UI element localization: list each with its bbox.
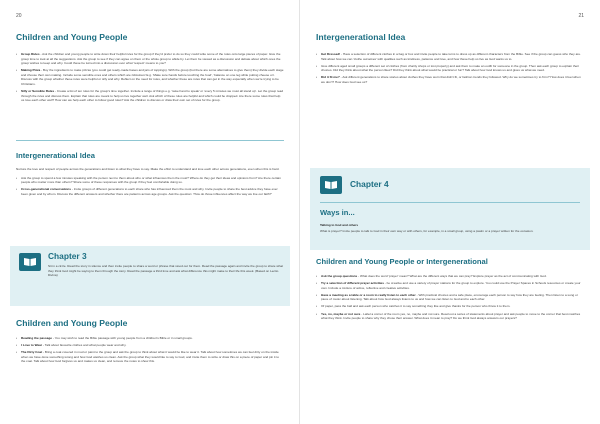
- list-item: • Making Pizza - Buy the ingredients to make pizzas (you could get ready-made bases and jars of toppings). With the group (but there are some alternatives to give them) they divide each stage and choose their own making. Include some sensible ones and others which are ridiculous! E.g. 'Make sure hands before touching the food', 'balance on one leg while putting cheese on'. Discuss with the group whether these rules were helpful or silly and why. Reflect on the need for rules, and whether these are rules that can get in the way especially when we're trying to be Christians.: [16, 68, 284, 86]
- left-bullets-3: [16, 336, 284, 364]
- list-item: • Of paper, pass the ball and ask each person who catches it to say something they like and give thanks for the person who threw it to them.: [316, 304, 584, 309]
- list-item: • Ask the group to spend a few minutes speaking with the person next to them about who or what influences them the most? Where do they get their ideas and opinions from? Are there certain people who matter more than others? Share some of these responses with the group if they feel comfortable doing so.: [16, 176, 284, 185]
- list-item: • Yes, no, maybe or not sure - Label a corner of the room yes, no, maybe and not sure. Read out a series of statements about prayer and ask people to move to the corner that best matches what they think. Invite people to share why they chose their answer. What does it mean to pray? Do we think God always answers our prayers?: [316, 312, 584, 321]
- left-heading-children: Children and Young People: [16, 32, 128, 42]
- list-item: • Reading the passage - You may wish to read the Bible passage with young people from a children's Bible or in small groups.: [16, 336, 284, 341]
- ways-in-text: What is prayer? Invite people to talk to God in their own way or with others, for example, in a small group, using a psalm or a prayer written for the occasion.: [320, 229, 534, 233]
- list-item: • Did it fit me? - Ask different generations to share stories about clothes they have worn that didn't fit, or fashion trends they followed. Why do we sometimes try to fit in? How does it feel when we don't? How does God see us?: [316, 75, 584, 84]
- list-item: • Get Dressed! - Have a selection of different clothes in a bag or box and invite people to take turns to dress up as different characters from the Bible. See if the group can guess who they are. Talk about how we can 'clothe ourselves' with qualities such as kindness, patience and love, and how these help us live as God wants us to.: [316, 52, 584, 61]
- list-item: • Give different aged small groups a different set of clothes (from charity shops or lost property) and ask them to make an outfit for someone in the group. Then ask each group to explain their choices. Did they think about what the person likes? Did they think about what would be practical or fun? Talk about how God knows us and gives us what we need.: [316, 64, 584, 73]
- list-item: • Silly or Sensible Rules - Create a list of ten rules for the group's time together. Include a range of things e.g. 'raise hand to speak' or 'every 5 minutes we must all stand up'. Let the group read through the rules and discuss them. Explain that rules are meant to help us live together well. Ask which of these rules are helpful and which could be dropped. Are there some rules that help us love each other well? How can we help each other to follow good rules? Ask the children to discuss or draw their own set of rules for the group.: [16, 89, 284, 103]
- right-heading-children-intergenerational: Children and Young People or Intergenerational: [316, 257, 488, 266]
- chapter-3-title: Chapter 3: [48, 251, 87, 261]
- divider: [320, 202, 580, 203]
- left-heading-intergenerational: Intergenerational Idea: [16, 151, 95, 160]
- intergenerational-intro: Nurture the love and respect of people across the generations and listen to what they have to say. Make the effort to understand and love each other across generations, even when this is hard.: [16, 167, 280, 171]
- divider: [16, 140, 284, 141]
- left-heading-children-2: Children and Young People: [16, 318, 128, 328]
- right-heading-intergenerational: Intergenerational Idea: [316, 32, 406, 42]
- book-icon: [19, 253, 41, 271]
- list-item: • Try a selection of different prayer activities - be creative and use a variety of prayer stations for the group to explore. You could use the Prayer Spaces in Schools resources or create your own. Include a mixture of active, reflective and creative activities.: [316, 281, 584, 290]
- ways-in-title: Ways in...: [320, 208, 355, 217]
- list-item: • Group Rules - Ask the children and young people to write down their helpful rules for the group if they'd prefer to do so they could write some of the rules onto large pieces of paper. Give the group time to look at all the suggestions. Ask the group to see if they can agree on them or the whole group to abide by. Let them be viewed as a discussion and debate about which ones the group wishes to keep and why. Could these be turned into a discussion over what 'respect' means to you?: [16, 52, 284, 66]
- chapter-3-box: [10, 246, 290, 306]
- list-item: • Cross-generational conversations - Invite groups of different generations to each share who has influenced them the most and why. Invite people to share the best advice they have ever been given and by whom. Discuss the different answers and whether there are patterns across age groups. Ask the question: 'How do those influences affect the way we live our faith?': [16, 187, 284, 196]
- right-bullets-1: [316, 52, 584, 85]
- list-item: • Have a meeting as a table or a room to really listen to each other - With practical choices and a safe place, encourage each person to say how they are feeling. Then listen to a song or piece of music about listening. Talk about how God always listens to us and how we can listen to God and to each other.: [316, 293, 584, 302]
- left-bullets-1: [16, 52, 284, 103]
- right-page-number: 21: [578, 13, 584, 19]
- chapter-3-text: Sit in a circle. Read the story in silence and then invite people to share a word or phrase that stood out for them. Read the passage again and invite the group to share what they think God might be saying to them through the story. Read the passage a third time and ask what difference this might make to their life this week. (Based on Lectio Divina): [48, 264, 283, 278]
- chapter-4-box: [310, 168, 590, 250]
- right-bullets-2: [316, 274, 584, 321]
- left-page-number: 20: [16, 13, 22, 19]
- chapter-4-title: Chapter 4: [350, 179, 389, 189]
- list-item: • Ask the group questions - What does the word 'prayer' mean? What are the different ways that we can pray? Explore prayer as the act of communicating with God.: [316, 274, 584, 279]
- ways-in-subtitle: Talking to God and others: [320, 223, 359, 227]
- book-icon: [320, 176, 342, 194]
- list-item: • The Dirty Coat - Bring a coat covered in mud or paint to the group and ask the group to think about what it would be like to wear it. Talk about how sometimes we can feel dirty on the inside when we have done something wrong and how God washes us clean. Ask the group what they would like to say to God, and invite them to write or draw this on a piece of paper and pin it to the coat. Talk about how God forgives us and makes us clean, and remove the notes to show this.: [16, 350, 284, 364]
- left-bullets-2: [16, 176, 284, 197]
- right-page: [300, 0, 600, 424]
- list-item: • I Love to Wear - Talk about favourite clothes and what people wear and why.: [16, 343, 284, 348]
